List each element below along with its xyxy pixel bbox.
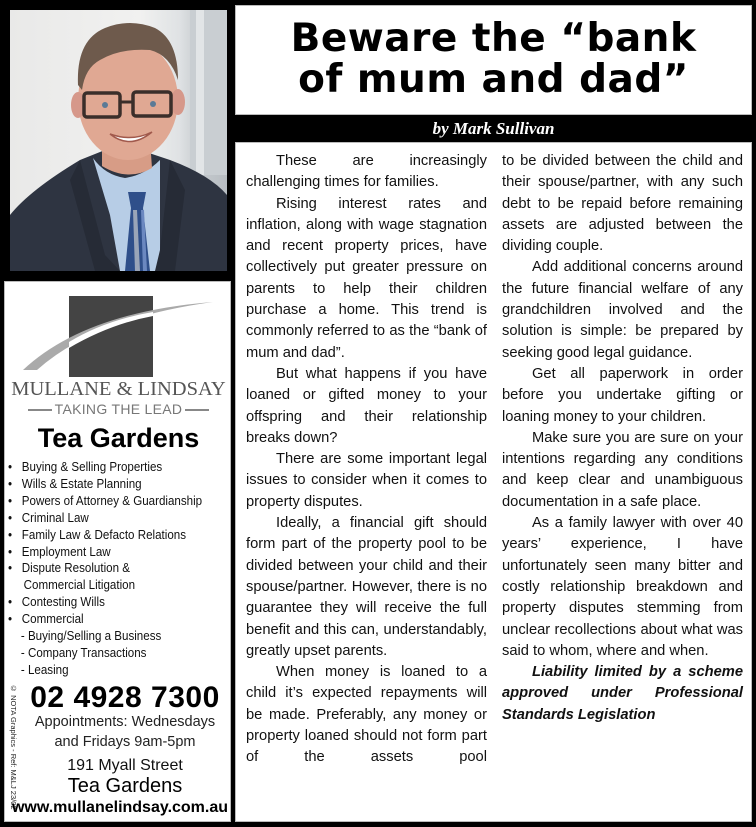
service-item: • Powers of Attorney & Guardianship: [8, 493, 203, 508]
service-item: • Dispute Resolution &: [8, 561, 131, 576]
headline-line-2: of mum and dad”: [298, 57, 689, 102]
tagline-rule-left: [28, 409, 52, 411]
bullet-icon: •: [8, 510, 13, 525]
paragraph: There are some important legal issues to consider when it comes to property disputes.: [246, 451, 487, 510]
service-item: • Commercial: [8, 612, 84, 627]
bullet-icon: •: [8, 527, 13, 542]
phone-number[interactable]: 02 4928 7300: [30, 681, 220, 714]
author-photo: [10, 10, 227, 271]
service-item: • Buying & Selling Properties: [8, 460, 163, 474]
bullet-icon: •: [8, 612, 13, 627]
liability-disclaimer: Liability limited by a scheme approved under Professional Standards Legislation: [502, 664, 743, 723]
article-column-1: [246, 151, 487, 769]
street-address: 191 Myall Street: [67, 757, 183, 774]
tagline-text: TAKING THE LEAD: [54, 401, 183, 417]
paragraph: Ideally, a financial gift should form part of the property pool to be divided between your child and their spouse/partner. However, there is no guarantee they will receive the full benefit and this can, understandably, greatly upset parents.: [246, 515, 487, 659]
service-item: • Family Law & Defacto Relations: [8, 527, 187, 542]
paragraph: When money is loaned to a child it’s expected repayments will be made. Preferably, any money or property loaned should not form part of the assets pool: [246, 664, 487, 766]
bullet-icon: •: [8, 544, 13, 559]
paragraph: to be divided between the child and their spouse/partner, with any such debt to be repaid before remaining assets are adjusted between the dividing couple.: [502, 153, 743, 255]
logo-square-swoosh-icon: [5, 282, 232, 382]
service-item: • Employment Law: [8, 544, 111, 559]
firm-logo: [5, 282, 232, 417]
service-item: • Criminal Law: [8, 510, 89, 525]
service-subitem: - Company Transactions: [20, 645, 147, 660]
appointments-days: Appointments: Wednesdays: [34, 714, 216, 730]
firm-tagline: [5, 401, 232, 417]
tagline-rule-right: [185, 409, 209, 411]
article-byline: by Mark Sullivan: [432, 119, 555, 138]
office-location-heading: Tea Gardens: [37, 423, 200, 453]
service-subitem: - Buying/Selling a Business: [20, 629, 162, 644]
headline-box: [235, 5, 752, 115]
ad-credit: © NOTA Graphics - Ref: M&LJ 23/02: [9, 684, 18, 810]
paragraph: Add additional concerns around the future financial welfare of any grandchildren involved and the solution is simple: be prepared by seeking good legal guidance.: [502, 259, 743, 361]
paragraph: Get all paperwork in order before you undertake gifting or loaning money to your children.: [502, 365, 743, 425]
services-list: [8, 459, 230, 679]
address-town: Tea Gardens: [67, 775, 183, 797]
paragraph: Make sure you are sure on your intentions regarding any conditions and keep clear and unambiguous documentation in a safe place.: [502, 429, 743, 510]
bullet-icon: •: [8, 595, 13, 610]
paragraph: Rising interest rates and inflation, along with wage stagnation and recent property prices, have collectively put greater pressure on parents to help their children purchase a home. This trend is commonly referred to as the “bank of mum and dad”.: [246, 195, 487, 361]
paragraph: As a family lawyer with over 40 years’ experience, I have unfortunately seen many bitter and costly relationship breakdown and property disputes stemming from unclear recollections about what was said to whom, where and when.: [502, 515, 743, 659]
portrait-illustration: [10, 10, 227, 271]
bullet-icon: •: [8, 493, 13, 508]
service-item-continuation: Commercial Litigation: [23, 578, 136, 593]
article-headline: [236, 6, 751, 100]
website-link[interactable]: www.mullanelindsay.com.au: [11, 799, 229, 816]
law-firm-advertisement: [4, 281, 231, 822]
firm-name: MULLANE & LINDSAY: [11, 378, 226, 400]
paragraph: But what happens if you have loaned or gifted money to your offspring and their relationship breaks down?: [246, 365, 487, 446]
appointments-hours: and Fridays 9am-5pm: [54, 734, 196, 750]
article-body: [235, 142, 752, 822]
service-item: • Wills & Estate Planning: [8, 476, 142, 491]
bullet-icon: •: [8, 561, 13, 576]
service-item: • Contesting Wills: [8, 595, 105, 610]
bullet-icon: •: [8, 476, 13, 491]
service-subitem: - Leasing: [20, 662, 69, 677]
article-column-2: [502, 151, 743, 726]
paragraph: These are increasingly challenging times for families.: [246, 153, 487, 191]
bullet-icon: •: [8, 460, 13, 474]
headline-line-1: Beware the “bank: [290, 16, 697, 61]
